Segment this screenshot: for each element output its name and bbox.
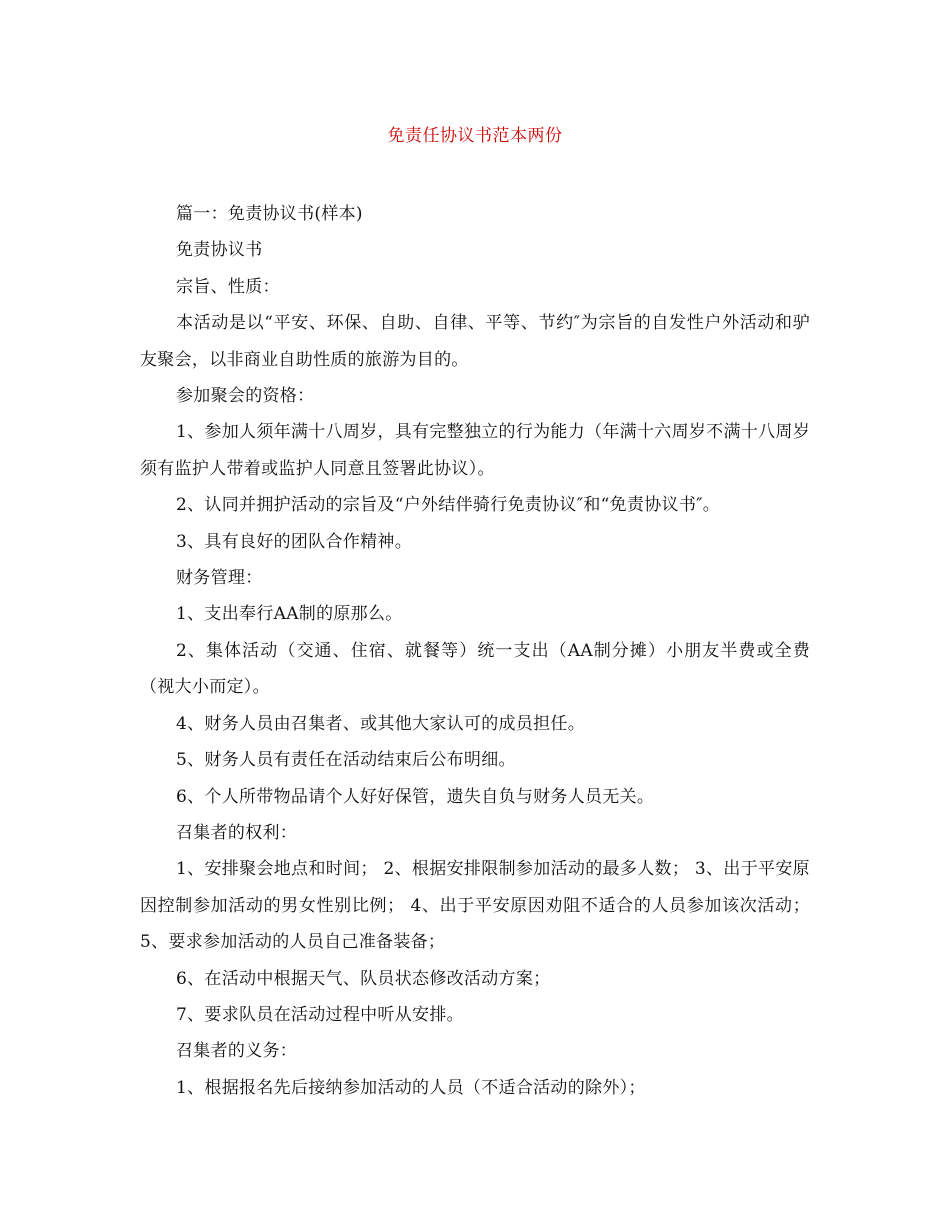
paragraph-finance-heading: 财务管理： [176, 568, 263, 589]
paragraph-finance-6: 6、个人所带物品请个人好好保管，遗失自负与财务人员无关。 [176, 786, 655, 807]
paragraph-finance-4: 4、财务人员由召集者、或其他大家认可的成员担任。 [176, 713, 586, 734]
paragraph-eligibility-3: 3、具有良好的团队合作精神。 [176, 531, 413, 552]
paragraph-section-heading: 篇一：免责协议书(样本) [176, 204, 363, 224]
paragraph-eligibility-heading: 参加聚会的资格： [176, 386, 315, 407]
paragraph-purpose-text: 本活动是以“平安、环保、自助、自律、平等、节约″为宗旨的自发性户外活动和驴友聚会，以非商业自助性质的旅游为目的。 [140, 313, 810, 370]
paragraph-organizer-duties-heading: 召集者的义务： [176, 1041, 298, 1062]
document-title: 免责任协议书范本两份 [387, 126, 563, 146]
paragraph-eligibility-1: 1、参加人须年满十八周岁，具有完整独立的行为能力（年满十六周岁不满十八周岁须有监护人带着或监护人同意且签署此协议）。 [140, 422, 810, 479]
paragraph-organizer-rights-7: 7、要求队员在活动过程中听从安排。 [176, 1004, 464, 1025]
paragraph-agreement-title: 免责协议书 [176, 240, 263, 261]
paragraph-organizer-duties-1: 1、根据报名先后接纳参加活动的人员（不适合活动的除外）； [176, 1077, 646, 1098]
paragraph-finance-5: 5、财务人员有责任在活动结束后公布明细。 [176, 750, 516, 771]
paragraph-organizer-rights-6: 6、在活动中根据天气、队员状态修改活动方案； [176, 968, 551, 989]
document-body [140, 196, 810, 1106]
paragraph-finance-1: 1、支出奉行AA制的原那么。 [176, 604, 403, 625]
paragraph-purpose-heading: 宗旨、性质： [176, 276, 280, 297]
paragraph-organizer-rights-1-5: 1、安排聚会地点和时间； 2、根据安排限制参加活动的最多人数； 3、出于平安原因控制参加活动的男女性别比例； 4、出于平安原因劝阻不适合的人员参加该次活动； 5、要求参加活动的人员自己准备装备； [140, 859, 810, 953]
paragraph-organizer-rights-heading: 召集者的权利： [176, 822, 298, 843]
paragraph-eligibility-2: 2、认同并拥护活动的宗旨及“户外结伴骑行免责协议″和“免责协议书″。 [176, 495, 721, 516]
paragraph-finance-2: 2、集体活动（交通、住宿、就餐等）统一支出（AA制分摊）小朋友半费或全费（视大小而定）。 [140, 640, 810, 698]
